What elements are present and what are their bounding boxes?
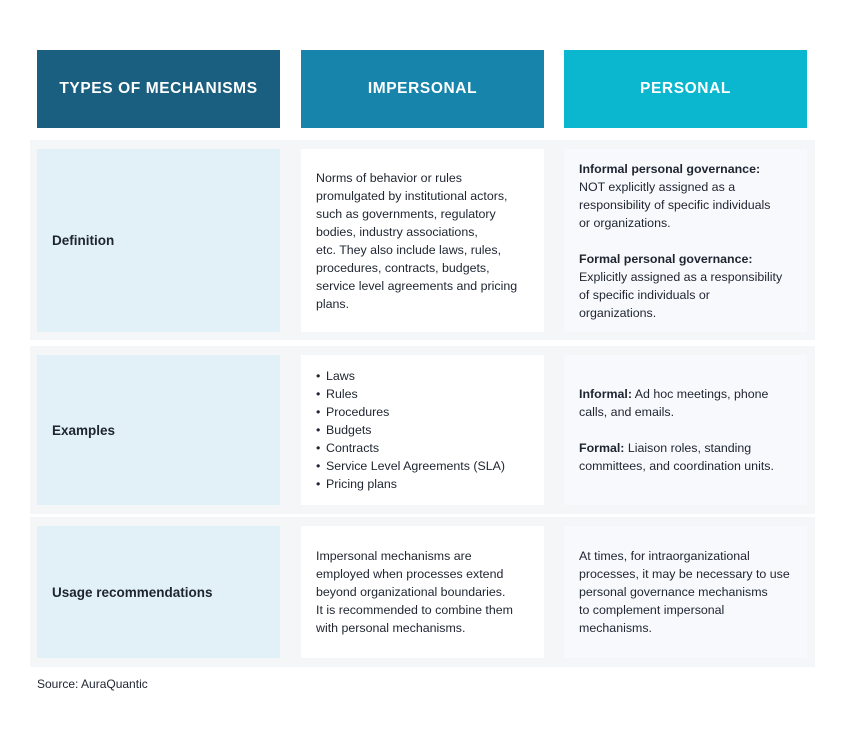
- informal-governance-title: Informal personal governance:: [579, 161, 761, 176]
- usage-personal-text: At times, for intraorganizational processes, it may be necessary to use personal governance mechanisms to complement impersonal mechanisms.: [579, 549, 790, 635]
- formal-governance-block: [579, 250, 782, 322]
- header-personal: PERSONAL: [564, 50, 807, 128]
- header-impersonal: IMPERSONAL: [301, 50, 544, 128]
- row-label-definition: Definition: [37, 149, 280, 332]
- list-item: • Contracts: [316, 439, 505, 457]
- examples-formal: [579, 439, 774, 475]
- row-label-usage-recommendations: Usage recommendations: [37, 526, 280, 658]
- list-item: • Pricing plans: [316, 475, 505, 493]
- examples-informal: [579, 385, 774, 421]
- usage-personal-cell: [564, 526, 807, 658]
- list-item: • Rules: [316, 385, 505, 403]
- examples-personal-content: [579, 385, 774, 475]
- examples-formal-title: Formal:: [579, 441, 625, 455]
- source-caption: Source: AuraQuantic: [37, 677, 148, 691]
- definition-impersonal-text: Norms of behavior or rules promulgated by institutional actors, such as governments, regulatory bodies, industry associations, etc. They also include laws, rules, procedures, contracts, budgets, service level agreements and pricing plans.: [316, 170, 518, 311]
- definition-impersonal-cell: [301, 149, 544, 332]
- examples-formal-text: Liaison roles, standing committees, and coordination units.: [579, 441, 774, 473]
- definition-personal-cell: [564, 149, 807, 332]
- informal-governance-block: [579, 160, 782, 232]
- row-label-examples: Examples: [37, 355, 280, 505]
- examples-impersonal-cell: [301, 355, 544, 505]
- formal-governance-title: Formal personal governance:: [579, 251, 753, 266]
- usage-impersonal-text: Impersonal mechanisms are employed when processes extend beyond organizational boundaries. It is recommended to combine them with personal mechanisms.: [316, 549, 513, 635]
- examples-informal-text: Ad hoc meetings, phone calls, and emails.: [579, 387, 769, 419]
- list-item: • Procedures: [316, 403, 505, 421]
- examples-personal-cell: [564, 355, 807, 505]
- list-item: • Laws: [316, 367, 505, 385]
- informal-governance-text: NOT explicitly assigned as a responsibility of specific individuals or organizations.: [579, 179, 771, 230]
- formal-governance-text: Explicitly assigned as a responsibility of specific individuals or organizations.: [579, 269, 783, 320]
- header-types-of-mechanisms: TYPES OF MECHANISMS: [37, 50, 280, 128]
- examples-informal-title: Informal:: [579, 387, 633, 401]
- examples-impersonal-list: [316, 367, 505, 493]
- list-item: • Service Level Agreements (SLA): [316, 457, 505, 475]
- definition-personal-content: [579, 160, 782, 322]
- usage-impersonal-cell: [301, 526, 544, 658]
- list-item: • Budgets: [316, 421, 505, 439]
